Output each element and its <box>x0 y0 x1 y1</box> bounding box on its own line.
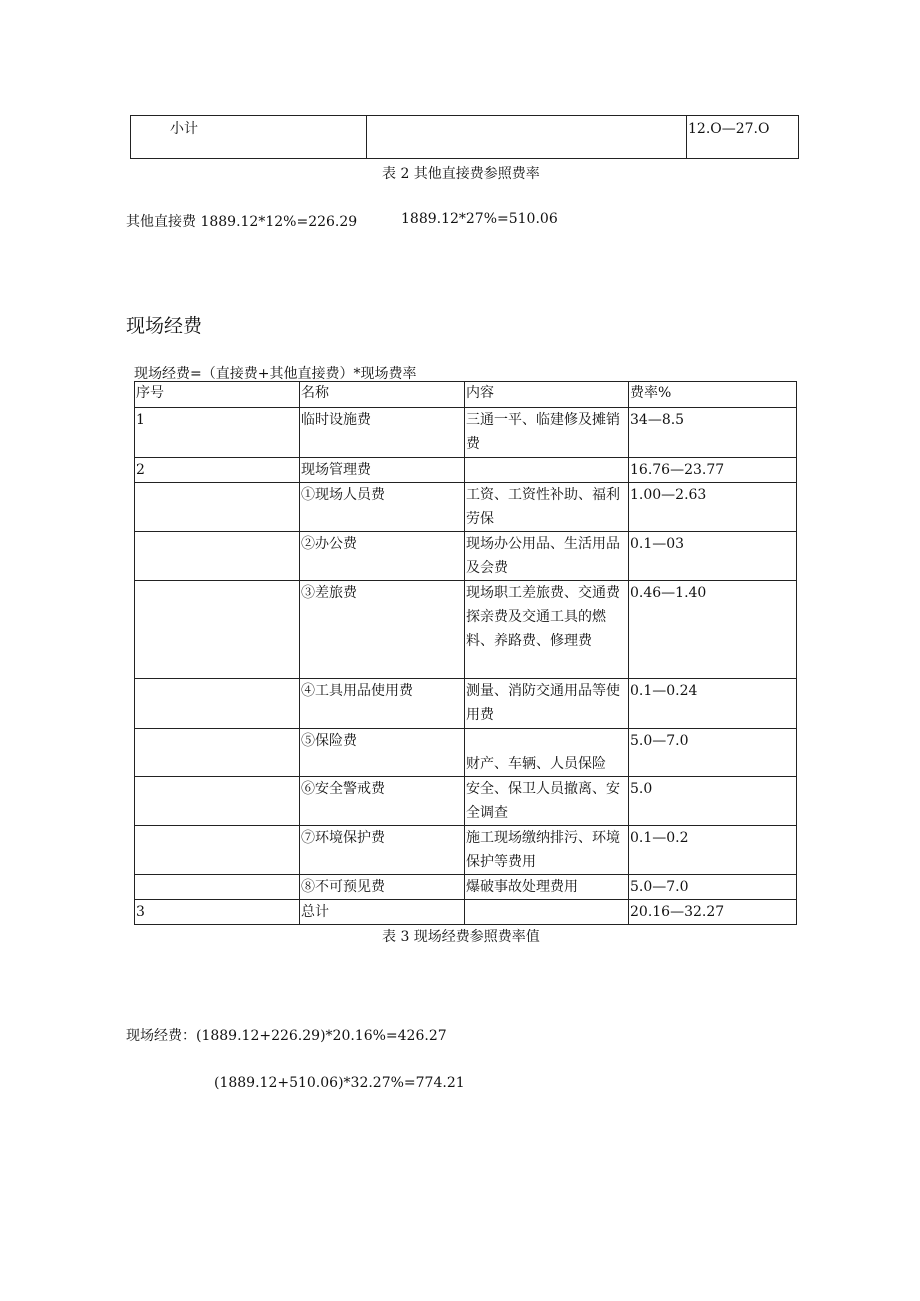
subtotal-rate: 12.O—27.O <box>687 116 799 159</box>
subtotal-table <box>130 115 799 159</box>
site-expense-table <box>134 381 797 925</box>
header-content: 内容 <box>465 382 629 408</box>
row-no <box>135 483 300 532</box>
table-row <box>135 729 797 777</box>
row-name: ⑦环境保护费 <box>300 826 465 875</box>
row-rate: 16.76—23.77 <box>629 458 797 483</box>
row-name: ③差旅费 <box>300 581 465 679</box>
row-content: 施工现场缴纳排污、环境保护等费用 <box>465 826 629 875</box>
row-content: 财产、车辆、人员保险 <box>465 729 629 777</box>
table-row <box>135 875 797 900</box>
row-content: 现场办公用品、生活用品及会费 <box>465 532 629 581</box>
row-rate: 1.00—2.63 <box>629 483 797 532</box>
row-content: 三通一平、临建修及摊销费 <box>465 408 629 458</box>
row-name: 临时设施费 <box>300 408 465 458</box>
row-rate: 34—8.5 <box>629 408 797 458</box>
row-rate: 20.16—32.27 <box>629 900 797 925</box>
formula-text: 现场经费=（直接费+其他直接费）*现场费率 <box>134 366 417 382</box>
row-no <box>135 875 300 900</box>
row-no <box>135 826 300 875</box>
table-row <box>135 483 797 532</box>
calc-line-1: 现场经费：(1889.12+226.29)*20.16%=426.27 <box>126 1028 447 1044</box>
row-name: ⑧不可预见费 <box>300 875 465 900</box>
section-heading: 现场经费 <box>126 315 203 337</box>
row-name: ⑤保险费 <box>300 729 465 777</box>
row-content <box>465 900 629 925</box>
row-no <box>135 729 300 777</box>
row-name: ④工具用品使用费 <box>300 679 465 729</box>
row-name: 现场管理费 <box>300 458 465 483</box>
row-content: 爆破事故处理费用 <box>465 875 629 900</box>
row-content: 测量、消防交通用品等使用费 <box>465 679 629 729</box>
table-row <box>135 532 797 581</box>
row-content: 现场职工差旅费、交通费探亲费及交通工具的燃料、养路费、修理费 <box>465 581 629 679</box>
row-no <box>135 777 300 826</box>
row-no: 3 <box>135 900 300 925</box>
table-header-row <box>135 382 797 408</box>
table-row <box>135 408 797 458</box>
table-row <box>135 826 797 875</box>
subtotal-label: 小计 <box>131 116 367 159</box>
header-name: 名称 <box>300 382 465 408</box>
other-direct-calc-low: 其他直接费 1889.12*12%=226.29 <box>126 214 358 230</box>
row-rate: 0.46—1.40 <box>629 581 797 679</box>
row-content: 工资、工资性补助、福利劳保 <box>465 483 629 532</box>
row-content: 安全、保卫人员撤离、安全调查 <box>465 777 629 826</box>
row-rate: 5.0—7.0 <box>629 875 797 900</box>
calc-line-2: (1889.12+510.06)*32.27%=774.21 <box>214 1075 465 1091</box>
table-row <box>135 777 797 826</box>
table-row <box>131 116 799 159</box>
row-rate: 0.1—0.24 <box>629 679 797 729</box>
subtotal-content <box>367 116 687 159</box>
table-row <box>135 458 797 483</box>
table-row <box>135 900 797 925</box>
table2-caption: 表 2 其他直接费参照费率 <box>382 166 540 182</box>
row-rate: 5.0 <box>629 777 797 826</box>
row-no <box>135 581 300 679</box>
row-no: 1 <box>135 408 300 458</box>
row-name: ⑥安全警戒费 <box>300 777 465 826</box>
row-name: 总计 <box>300 900 465 925</box>
table3-caption: 表 3 现场经费参照费率值 <box>382 929 540 945</box>
other-direct-calc-high: 1889.12*27%=510.06 <box>401 211 558 227</box>
row-rate: 0.1—03 <box>629 532 797 581</box>
header-rate: 费率% <box>629 382 797 408</box>
row-no <box>135 532 300 581</box>
row-content <box>465 458 629 483</box>
row-name: ②办公费 <box>300 532 465 581</box>
row-no: 2 <box>135 458 300 483</box>
table-row <box>135 679 797 729</box>
row-rate: 5.0—7.0 <box>629 729 797 777</box>
header-no: 序号 <box>135 382 300 408</box>
row-rate: 0.1—0.2 <box>629 826 797 875</box>
table-row <box>135 581 797 679</box>
row-name: ①现场人员费 <box>300 483 465 532</box>
row-no <box>135 679 300 729</box>
